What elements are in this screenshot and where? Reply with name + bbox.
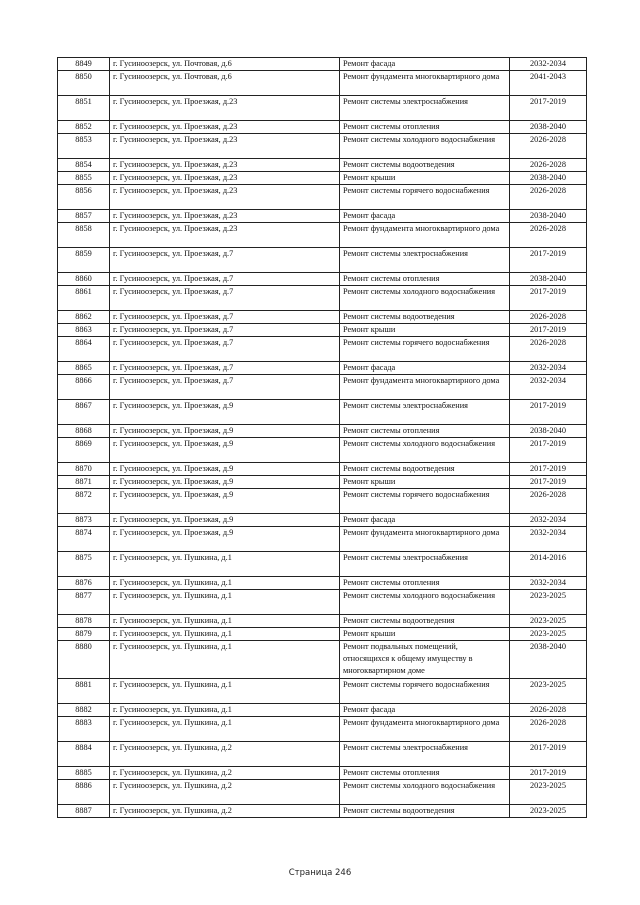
table-row bbox=[58, 679, 587, 704]
row-work-type: Ремонт фундамента многоквартирного дома bbox=[340, 527, 510, 552]
row-work-type: Ремонт системы отопления bbox=[340, 425, 510, 438]
row-address: г. Гусиноозерск, ул. Пушкина, д.2 bbox=[110, 780, 340, 805]
row-work-type: Ремонт системы отопления bbox=[340, 273, 510, 286]
row-period: 2026-2028 bbox=[510, 717, 587, 742]
row-work-type: Ремонт крыши bbox=[340, 476, 510, 489]
row-period: 2032-2034 bbox=[510, 375, 587, 400]
row-number: 8849 bbox=[58, 58, 110, 71]
row-period: 2032-2034 bbox=[510, 514, 587, 527]
row-address: г. Гусиноозерск, ул. Пушкина, д.1 bbox=[110, 704, 340, 717]
row-period: 2017-2019 bbox=[510, 248, 587, 273]
row-number: 8854 bbox=[58, 159, 110, 172]
row-work-type: Ремонт фундамента многоквартирного дома bbox=[340, 223, 510, 248]
row-number: 8867 bbox=[58, 400, 110, 425]
row-number: 8863 bbox=[58, 324, 110, 337]
row-number: 8881 bbox=[58, 679, 110, 704]
row-period: 2041-2043 bbox=[510, 71, 587, 96]
row-period: 2023-2025 bbox=[510, 780, 587, 805]
row-number: 8865 bbox=[58, 362, 110, 375]
row-address: г. Гусиноозерск, ул. Проезжая, д.9 bbox=[110, 527, 340, 552]
row-work-type: Ремонт системы холодного водоснабжения bbox=[340, 286, 510, 311]
row-address: г. Гусиноозерск, ул. Пушкина, д.1 bbox=[110, 590, 340, 615]
table-row bbox=[58, 552, 587, 577]
row-address: г. Гусиноозерск, ул. Пушкина, д.2 bbox=[110, 742, 340, 767]
table-row bbox=[58, 311, 587, 324]
row-address: г. Гусиноозерск, ул. Проезжая, д.9 bbox=[110, 400, 340, 425]
table-row bbox=[58, 590, 587, 615]
row-number: 8882 bbox=[58, 704, 110, 717]
row-address: г. Гусиноозерск, ул. Пушкина, д.1 bbox=[110, 679, 340, 704]
row-work-type: Ремонт системы электроснабжения bbox=[340, 742, 510, 767]
row-address: г. Гусиноозерск, ул. Проезжая, д.7 bbox=[110, 362, 340, 375]
row-address: г. Гусиноозерск, ул. Пушкина, д.1 bbox=[110, 641, 340, 679]
row-period: 2026-2028 bbox=[510, 704, 587, 717]
row-work-type: Ремонт фундамента многоквартирного дома bbox=[340, 375, 510, 400]
row-address: г. Гусиноозерск, ул. Пушкина, д.2 bbox=[110, 767, 340, 780]
row-work-type: Ремонт системы отопления bbox=[340, 577, 510, 590]
table-row bbox=[58, 438, 587, 463]
table-row bbox=[58, 134, 587, 159]
table-row bbox=[58, 248, 587, 273]
row-period: 2026-2028 bbox=[510, 337, 587, 362]
row-address: г. Гусиноозерск, ул. Проезжая, д.7 bbox=[110, 311, 340, 324]
row-number: 8885 bbox=[58, 767, 110, 780]
row-period: 2032-2034 bbox=[510, 58, 587, 71]
row-address: г. Гусиноозерск, ул. Пушкина, д.1 bbox=[110, 717, 340, 742]
row-number: 8873 bbox=[58, 514, 110, 527]
table-row bbox=[58, 324, 587, 337]
row-address: г. Гусиноозерск, ул. Проезжая, д.7 bbox=[110, 248, 340, 273]
row-address: г. Гусиноозерск, ул. Пушкина, д.1 bbox=[110, 628, 340, 641]
row-period: 2017-2019 bbox=[510, 438, 587, 463]
row-period: 2017-2019 bbox=[510, 463, 587, 476]
row-number: 8879 bbox=[58, 628, 110, 641]
row-period: 2032-2034 bbox=[510, 362, 587, 375]
table-row bbox=[58, 96, 587, 121]
table-row bbox=[58, 375, 587, 400]
row-number: 8852 bbox=[58, 121, 110, 134]
table-row bbox=[58, 717, 587, 742]
row-address: г. Гусиноозерск, ул. Проезжая, д.7 bbox=[110, 273, 340, 286]
table-row bbox=[58, 185, 587, 210]
row-address: г. Гусиноозерск, ул. Проезжая, д.9 bbox=[110, 438, 340, 463]
row-address: г. Гусиноозерск, ул. Проезжая, д.9 bbox=[110, 514, 340, 527]
row-address: г. Гусиноозерск, ул. Проезжая, д.7 bbox=[110, 324, 340, 337]
row-address: г. Гусиноозерск, ул. Проезжая, д.7 bbox=[110, 337, 340, 362]
row-address: г. Гусиноозерск, ул. Пушкина, д.1 bbox=[110, 577, 340, 590]
row-work-type: Ремонт системы холодного водоснабжения bbox=[340, 780, 510, 805]
row-work-type: Ремонт системы холодного водоснабжения bbox=[340, 438, 510, 463]
row-period: 2017-2019 bbox=[510, 476, 587, 489]
row-number: 8855 bbox=[58, 172, 110, 185]
row-number: 8856 bbox=[58, 185, 110, 210]
row-period: 2038-2040 bbox=[510, 121, 587, 134]
row-number: 8872 bbox=[58, 489, 110, 514]
row-number: 8886 bbox=[58, 780, 110, 805]
row-number: 8851 bbox=[58, 96, 110, 121]
table-row bbox=[58, 172, 587, 185]
row-address: г. Гусиноозерск, ул. Проезжая, д.23 bbox=[110, 121, 340, 134]
row-number: 8853 bbox=[58, 134, 110, 159]
row-period: 2023-2025 bbox=[510, 805, 587, 818]
table-row bbox=[58, 286, 587, 311]
row-number: 8884 bbox=[58, 742, 110, 767]
row-number: 8850 bbox=[58, 71, 110, 96]
row-number: 8883 bbox=[58, 717, 110, 742]
row-number: 8860 bbox=[58, 273, 110, 286]
table-row bbox=[58, 362, 587, 375]
row-period: 2026-2028 bbox=[510, 185, 587, 210]
table-row bbox=[58, 273, 587, 286]
row-address: г. Гусиноозерск, ул. Проезжая, д.9 bbox=[110, 425, 340, 438]
row-number: 8864 bbox=[58, 337, 110, 362]
row-work-type: Ремонт фасада bbox=[340, 514, 510, 527]
row-work-type: Ремонт системы водоотведения bbox=[340, 311, 510, 324]
row-period: 2017-2019 bbox=[510, 96, 587, 121]
row-work-type: Ремонт системы электроснабжения bbox=[340, 96, 510, 121]
row-work-type: Ремонт системы электроснабжения bbox=[340, 400, 510, 425]
table-row bbox=[58, 514, 587, 527]
row-period: 2023-2025 bbox=[510, 590, 587, 615]
row-work-type: Ремонт системы электроснабжения bbox=[340, 552, 510, 577]
row-address: г. Гусиноозерск, ул. Проезжая, д.9 bbox=[110, 463, 340, 476]
row-number: 8858 bbox=[58, 223, 110, 248]
row-address: г. Гусиноозерск, ул. Проезжая, д.7 bbox=[110, 286, 340, 311]
row-work-type: Ремонт системы холодного водоснабжения bbox=[340, 590, 510, 615]
table-row bbox=[58, 463, 587, 476]
row-work-type: Ремонт подвальных помещений, относящихся к общему имуществу в многоквартирном доме bbox=[340, 641, 510, 679]
row-period: 2017-2019 bbox=[510, 767, 587, 780]
row-address: г. Гусиноозерск, ул. Проезжая, д.7 bbox=[110, 375, 340, 400]
row-work-type: Ремонт системы электроснабжения bbox=[340, 248, 510, 273]
row-number: 8861 bbox=[58, 286, 110, 311]
row-number: 8876 bbox=[58, 577, 110, 590]
table-row bbox=[58, 58, 587, 71]
table-row bbox=[58, 489, 587, 514]
row-number: 8871 bbox=[58, 476, 110, 489]
row-address: г. Гусиноозерск, ул. Почтовая, д.6 bbox=[110, 58, 340, 71]
row-number: 8868 bbox=[58, 425, 110, 438]
row-period: 2017-2019 bbox=[510, 324, 587, 337]
table-row bbox=[58, 767, 587, 780]
row-work-type: Ремонт фасада bbox=[340, 210, 510, 223]
table-row bbox=[58, 400, 587, 425]
row-work-type: Ремонт крыши bbox=[340, 324, 510, 337]
row-period: 2038-2040 bbox=[510, 172, 587, 185]
row-period: 2026-2028 bbox=[510, 489, 587, 514]
row-work-type: Ремонт системы водоотведения bbox=[340, 615, 510, 628]
row-address: г. Гусиноозерск, ул. Проезжая, д.23 bbox=[110, 96, 340, 121]
table-row bbox=[58, 641, 587, 679]
table-row bbox=[58, 476, 587, 489]
row-address: г. Гусиноозерск, ул. Пушкина, д.2 bbox=[110, 805, 340, 818]
row-address: г. Гусиноозерск, ул. Проезжая, д.23 bbox=[110, 159, 340, 172]
row-address: г. Гусиноозерск, ул. Проезжая, д.23 bbox=[110, 223, 340, 248]
row-period: 2032-2034 bbox=[510, 527, 587, 552]
row-work-type: Ремонт системы горячего водоснабжения bbox=[340, 679, 510, 704]
row-work-type: Ремонт крыши bbox=[340, 172, 510, 185]
row-period: 2014-2016 bbox=[510, 552, 587, 577]
row-period: 2038-2040 bbox=[510, 641, 587, 679]
table-row bbox=[58, 425, 587, 438]
row-work-type: Ремонт крыши bbox=[340, 628, 510, 641]
row-period: 2017-2019 bbox=[510, 742, 587, 767]
row-period: 2038-2040 bbox=[510, 210, 587, 223]
row-work-type: Ремонт фасада bbox=[340, 58, 510, 71]
row-number: 8875 bbox=[58, 552, 110, 577]
row-period: 2038-2040 bbox=[510, 425, 587, 438]
row-work-type: Ремонт системы горячего водоснабжения bbox=[340, 337, 510, 362]
row-number: 8862 bbox=[58, 311, 110, 324]
row-period: 2026-2028 bbox=[510, 134, 587, 159]
row-number: 8869 bbox=[58, 438, 110, 463]
row-number: 8866 bbox=[58, 375, 110, 400]
row-number: 8874 bbox=[58, 527, 110, 552]
row-address: г. Гусиноозерск, ул. Проезжая, д.9 bbox=[110, 489, 340, 514]
table-row bbox=[58, 159, 587, 172]
row-period: 2026-2028 bbox=[510, 311, 587, 324]
table-row bbox=[58, 628, 587, 641]
table-row bbox=[58, 223, 587, 248]
row-period: 2038-2040 bbox=[510, 273, 587, 286]
row-work-type: Ремонт системы отопления bbox=[340, 767, 510, 780]
table-row bbox=[58, 704, 587, 717]
row-work-type: Ремонт системы отопления bbox=[340, 121, 510, 134]
row-number: 8878 bbox=[58, 615, 110, 628]
row-period: 2023-2025 bbox=[510, 628, 587, 641]
row-period: 2026-2028 bbox=[510, 223, 587, 248]
row-work-type: Ремонт системы горячего водоснабжения bbox=[340, 185, 510, 210]
table-row bbox=[58, 780, 587, 805]
row-number: 8880 bbox=[58, 641, 110, 679]
row-address: г. Гусиноозерск, ул. Проезжая, д.9 bbox=[110, 476, 340, 489]
row-work-type: Ремонт фасада bbox=[340, 704, 510, 717]
row-period: 2017-2019 bbox=[510, 286, 587, 311]
row-address: г. Гусиноозерск, ул. Пушкина, д.1 bbox=[110, 552, 340, 577]
row-number: 8877 bbox=[58, 590, 110, 615]
row-work-type: Ремонт фундамента многоквартирного дома bbox=[340, 71, 510, 96]
row-period: 2017-2019 bbox=[510, 400, 587, 425]
table-row bbox=[58, 577, 587, 590]
table-row bbox=[58, 121, 587, 134]
row-number: 8870 bbox=[58, 463, 110, 476]
table-row bbox=[58, 71, 587, 96]
row-work-type: Ремонт системы водоотведения bbox=[340, 463, 510, 476]
row-number: 8887 bbox=[58, 805, 110, 818]
table-row bbox=[58, 527, 587, 552]
table-row bbox=[58, 742, 587, 767]
row-work-type: Ремонт системы холодного водоснабжения bbox=[340, 134, 510, 159]
row-address: г. Гусиноозерск, ул. Проезжая, д.23 bbox=[110, 172, 340, 185]
row-address: г. Гусиноозерск, ул. Почтовая, д.6 bbox=[110, 71, 340, 96]
table-row bbox=[58, 615, 587, 628]
row-work-type: Ремонт фундамента многоквартирного дома bbox=[340, 717, 510, 742]
page-number: Страница 246 bbox=[288, 868, 352, 878]
table-row bbox=[58, 337, 587, 362]
row-work-type: Ремонт системы водоотведения bbox=[340, 159, 510, 172]
table-row bbox=[58, 805, 587, 818]
row-period: 2023-2025 bbox=[510, 679, 587, 704]
row-number: 8859 bbox=[58, 248, 110, 273]
row-work-type: Ремонт системы горячего водоснабжения bbox=[340, 489, 510, 514]
row-period: 2032-2034 bbox=[510, 577, 587, 590]
row-work-type: Ремонт фасада bbox=[340, 362, 510, 375]
repair-schedule-table bbox=[57, 57, 587, 818]
row-address: г. Гусиноозерск, ул. Проезжая, д.23 bbox=[110, 185, 340, 210]
row-address: г. Гусиноозерск, ул. Пушкина, д.1 bbox=[110, 615, 340, 628]
row-period: 2026-2028 bbox=[510, 159, 587, 172]
row-address: г. Гусиноозерск, ул. Проезжая, д.23 bbox=[110, 134, 340, 159]
row-address: г. Гусиноозерск, ул. Проезжая, д.23 bbox=[110, 210, 340, 223]
row-number: 8857 bbox=[58, 210, 110, 223]
row-work-type: Ремонт системы водоотведения bbox=[340, 805, 510, 818]
row-period: 2023-2025 bbox=[510, 615, 587, 628]
table-row bbox=[58, 210, 587, 223]
